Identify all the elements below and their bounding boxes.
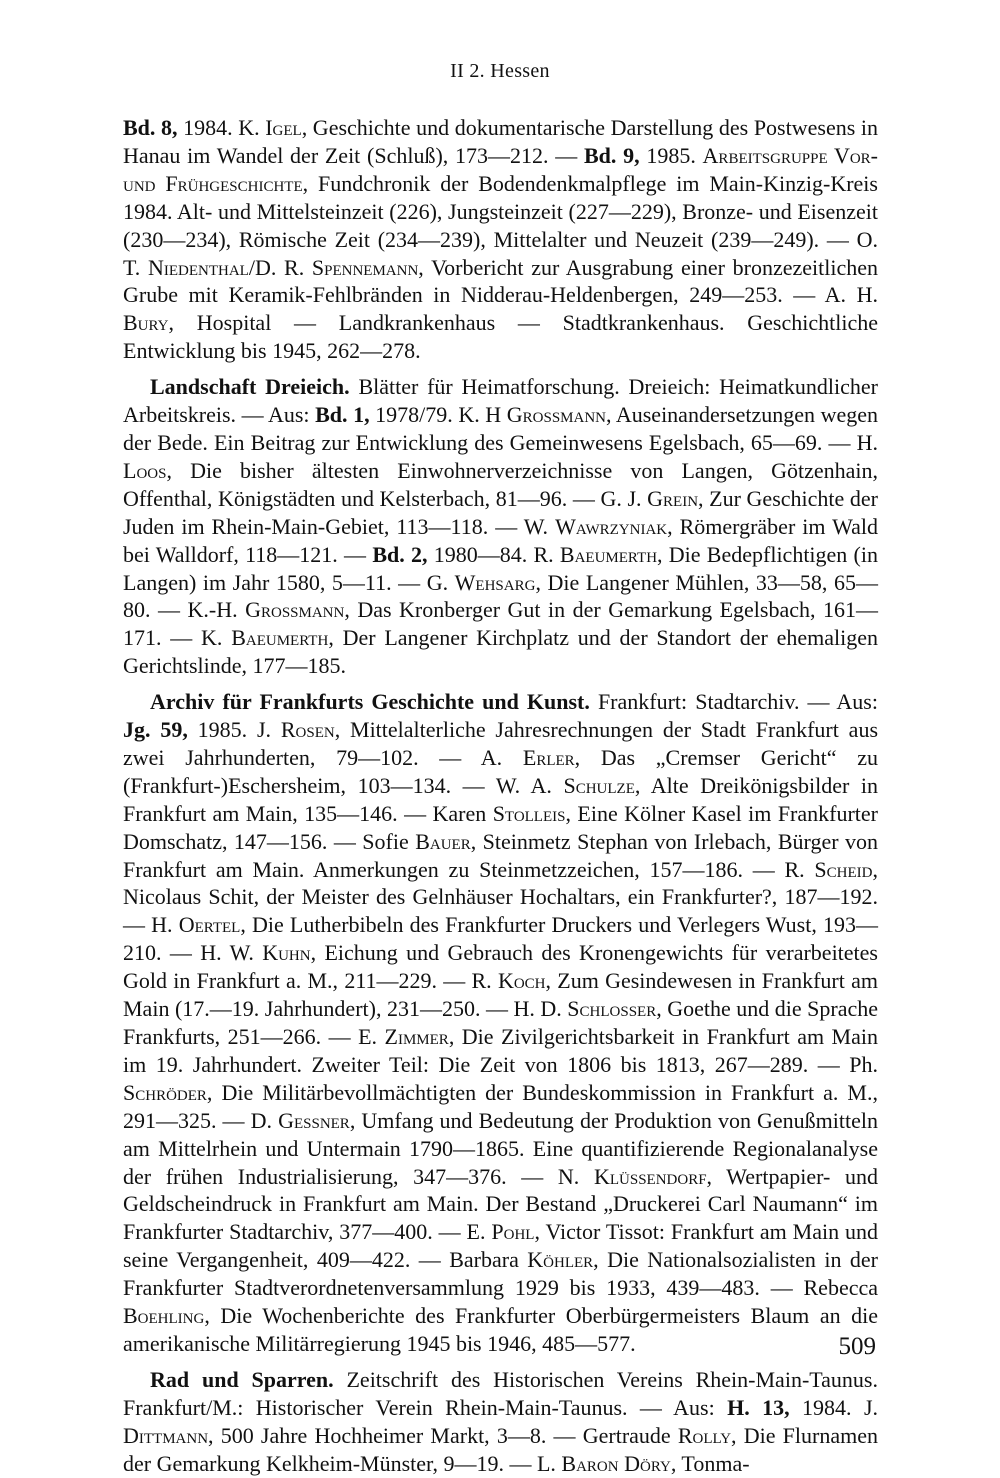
bold-reference: Archiv für Frankfurts Geschichte und Kunst. <box>150 689 590 715</box>
bold-reference: Bd. 2, <box>372 541 428 567</box>
author-name: Rolly <box>677 1422 732 1448</box>
text-run: 1978/79. K. H <box>369 402 507 428</box>
author-name: Bauer <box>415 828 471 854</box>
author-name: Loos <box>123 457 167 483</box>
text-run: , Die bisher ältesten Einwohnerverzeichnisse von Langen, Götzenhain, Offenthal, Königstädten und Kelsterbach, 81—96. — G. J. <box>123 457 878 511</box>
page-number: 509 <box>838 1333 876 1360</box>
text-run: , Zum Gesindewesen in Frankfurt am Main (17.—19. Jahrhundert), 231—250. — H. D. <box>123 968 879 1022</box>
text-run: 1984. J. <box>789 1394 878 1420</box>
text-run: , Vorbericht zur Ausgrabung einer bronzezeitlichen Grube mit Keramik-Fehlbränden in Nidderau-Heldenbergen, 249—253. — A. H. <box>123 254 878 308</box>
text-run: 1980—84. R. <box>427 541 560 567</box>
text-run: , Die Zivilgerichtsbarkeit in Frankfurt am Main im 19. Jahrhundert. Zweiter Teil: Die Zeit von 1806 bis 1813, 267—289. — Ph. <box>123 1024 878 1077</box>
entry-paragraph <box>123 373 878 680</box>
text-run: 1985. J. <box>187 717 281 743</box>
author-name: Koch <box>497 968 546 994</box>
text-run: Frankfurt: Stadtarchiv. — Aus: <box>589 689 878 715</box>
running-head: II 2. Hessen <box>450 60 550 82</box>
author-name: Baeumerth <box>231 625 329 651</box>
author-name: Oertel <box>178 912 241 938</box>
text-run: , Hospital — Landkrankenhaus — Stadtkrankenhaus. Geschichtliche Entwicklung bis 1945, 262—278. <box>123 310 878 364</box>
text-run: , Die Nationalsozialisten in der Frankfurter Stadtverordnetenversammlung 1929 bis 1933, 439—483. — Rebecca <box>123 1247 879 1301</box>
author-name: Pohl <box>491 1219 535 1245</box>
bold-reference: Jg. 59, <box>123 717 188 743</box>
text-run: , Die Bedepflichtigen (in Langen) im Jahr 1580, 5—11. — G. <box>123 541 878 595</box>
text-run: Zeitschrift des Historischen Vereins Rhein-Main-Taunus. Frankfurt/M.: Historischer Verein Rhein-Main-Taunus. — Aus: <box>123 1366 878 1420</box>
text-run: 1985. <box>639 142 703 168</box>
text-run: , Die Lutherbibeln des Frankfurter Druckers und Verlegers Wust, 193—210. — H. W. <box>123 912 879 966</box>
author-name: Köhler <box>527 1247 594 1273</box>
bold-reference: Rad und Sparren. <box>150 1366 334 1392</box>
bold-reference: Bd. 9, <box>583 142 640 168</box>
text-run: , Eichung und Gebrauch des Kronengewichts für verarbeitetes Gold in Frankfurt a. M., 211—229. — R. <box>123 940 878 994</box>
text-run: , Tonma- <box>670 1450 750 1476</box>
text-run: , Die Flurnamen der Gemarkung Kelkheim-Münster, 9—19. — L. <box>123 1422 878 1476</box>
author-name: Grossmann <box>506 402 606 428</box>
author-name: Bury <box>123 310 169 336</box>
text-run: /D. R. <box>248 254 312 280</box>
author-name: Grossmann <box>245 597 345 623</box>
author-name: Schröder <box>123 1079 207 1105</box>
text-run: , Umfang und Bedeutung der Produktion von Genußmitteln am Mittelrhein und Untermain 1790—1865. Eine quantifizierende Regionalanalyse der frühen Industrialisierung, 347—376. — N. <box>123 1107 879 1189</box>
author-name: Rosen <box>280 717 335 743</box>
author-name: Zimmer <box>384 1024 449 1049</box>
text-run: , Victor Tissot: Frankfurt am Main und seine Vergangenheit, 409—422. — Barbara <box>123 1219 878 1273</box>
text-run: , Die Militärbevollmächtigten der Bundeskommission in Frankfurt a. M., 291—325. — D. <box>123 1079 878 1133</box>
entry-paragraph <box>123 114 878 365</box>
text-run: , Eine Kölner Kasel im Frankfurter Domschatz, 147—156. — Sofie <box>123 800 878 854</box>
author-name: Igel <box>265 115 302 140</box>
author-name: Dittmann <box>123 1422 209 1448</box>
text-run: , Römergräber im Wald bei Walldorf, 118—121. — <box>123 513 878 567</box>
text-run: , Wertpapier- und Geldscheindruck in Frankfurt am Main. Der Bestand „Druckerei Carl Naumann“ im Frankfurter Stadtarchiv, 377—400. — E. <box>123 1163 878 1245</box>
author-name: Gessner <box>278 1107 350 1133</box>
text-run: 1984. K. <box>177 115 266 140</box>
author-name: Scheid <box>814 856 873 882</box>
text-run: , Goethe und die Sprache Frankfurts, 251—266. — E. <box>123 996 878 1049</box>
author-name: Boehling <box>123 1303 205 1329</box>
author-name: Wehsarg <box>454 569 536 595</box>
text-run: , Nicolaus Schit, der Meister des Gelnhäuser Hochaltars, ein Frankfurter?, 187—192. — H. <box>123 856 878 938</box>
author-name: Baeumerth <box>559 541 658 567</box>
text-run: , Mittelalterliche Jahresrechnungen der Stadt Frankfurt aus zwei Jahrhunderten, 79—102. — A. <box>123 717 879 770</box>
bold-reference: Bd. 8, <box>123 115 178 140</box>
author-name: Wawrzyniak <box>555 513 668 539</box>
text-run: , Die Langener Mühlen, 33—58, 65—80. — K.-H. <box>123 569 878 623</box>
author-name: Baron Döry <box>561 1450 671 1476</box>
bibliography-text <box>123 114 878 1478</box>
author-name: Arbeitsgruppe Vor- und Frühgeschichte <box>123 142 879 196</box>
author-name: Erler <box>522 744 575 770</box>
text-run: , Geschichte und dokumentarische Darstellung des Postwesens in Hanau im Wandel der Zeit (Schluß), 173—212. — <box>123 115 878 168</box>
author-name: Klüssendorf <box>593 1163 707 1189</box>
author-name: Kuhn <box>262 940 311 966</box>
text-run: , Die Wochenberichte des Frankfurter Oberbürgermeisters Blaum an die amerikanische Militärregierung 1945 bis 1946, 485—577. <box>123 1303 878 1356</box>
author-name: Schulze <box>563 772 635 798</box>
text-run: , 500 Jahre Hochheimer Markt, 3—8. — Gertraude <box>208 1422 678 1448</box>
text-run: , Fundchronik der Bodendenkmalpflege im Main-Kinzig-Kreis 1984. Alt- und Mittelsteinzeit (226), Jungsteinzeit (227—229), Bronze- und Eisenzeit (230—234), Römische Zeit (234—239), Mittelalter und Neuzeit (239—249). — O. T. <box>123 170 878 280</box>
entry-paragraph <box>123 688 878 1358</box>
bold-reference: H. 13, <box>727 1394 790 1420</box>
text-run: , Das Kronberger Gut in der Gemarkung Egelsbach, 161—171. — K. <box>123 597 878 651</box>
author-name: Grein <box>647 485 699 511</box>
text-run: , Der Langener Kirchplatz und der Standort der ehemaligen Gerichtslinde, 177—185. <box>123 625 878 679</box>
author-name: Schlosser <box>567 996 657 1022</box>
author-name: Stolleis <box>492 800 566 826</box>
bold-reference: Landschaft Dreieich. <box>150 374 350 400</box>
author-name: Spennemann <box>311 254 419 280</box>
text-run: , Auseinandersetzungen wegen der Bede. Ein Beitrag zur Entwicklung des Gemeinwesens Egelsbach, 65—69. — H. <box>123 402 878 455</box>
text-run: , Das „Cremser Gericht“ zu (Frankfurt-)Eschersheim, 103—134. — W. A. <box>123 744 878 798</box>
text-run: , Steinmetz Stephan von Irlebach, Bürger von Frankfurt am Main. Anmerkungen zu Steinmetzzeichen, 157—186. — R. <box>123 828 879 882</box>
text-run: , Zur Geschichte der Juden im Rhein-Main-Gebiet, 113—118. — W. <box>123 485 878 539</box>
bold-reference: Bd. 1, <box>315 402 370 428</box>
author-name: Niedenthal <box>147 254 249 280</box>
text-run: , Alte Dreikönigsbilder in Frankfurt am Main, 135—146. — Karen <box>123 772 879 826</box>
text-run: Blätter für Heimatforschung. Dreieich: Heimatkundlicher Arbeitskreis. — Aus: <box>123 374 878 428</box>
entry-paragraph <box>123 1366 878 1478</box>
